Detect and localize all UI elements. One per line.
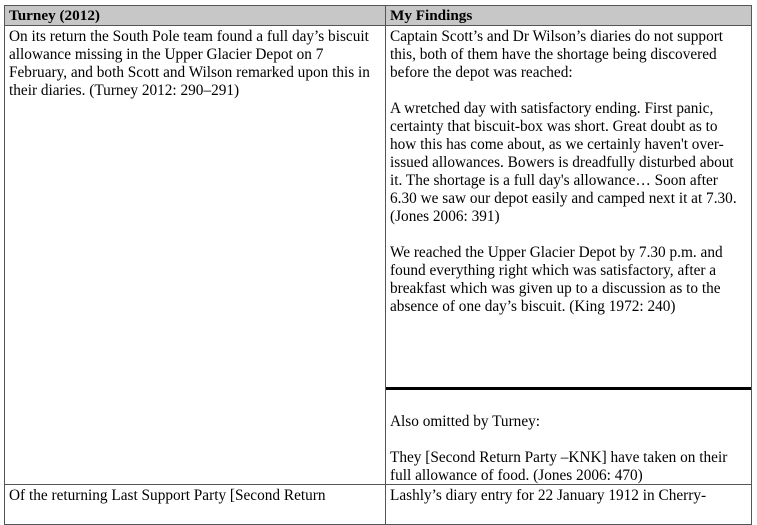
findings-next-text: Lashly’s diary entry for 22 January 1912 in Cherry- bbox=[390, 486, 707, 504]
omitted-quote: They [Second Return Party –KNK] have taken on their full allowance of food. (Jones 2006: 470) bbox=[390, 449, 728, 485]
section-divider bbox=[386, 387, 751, 390]
table-row bbox=[5, 484, 752, 524]
header-row bbox=[5, 6, 752, 26]
findings-cell-next bbox=[386, 484, 752, 524]
turney-next-text: Of the returning Last Support Party [Second Return bbox=[9, 486, 326, 504]
scott-diary-quote: A wretched day with satisfactory ending. First panic, certainty that biscuit-box was short. Great doubt as to how this has come about, as we certainly haven't over-issued allowances. Bowers is dreadfully disturbed about it. The shortage is a full day's allowance… Soon after 6.30 we saw our depot easily and camped next it at 7.30. (Jones 2006: 391) bbox=[390, 100, 737, 226]
findings-intro: Captain Scott’s and Dr Wilson’s diaries do not support this, both of them have the shortage being discovered before the depot was reached: bbox=[390, 28, 724, 82]
omitted-label: Also omitted by Turney: bbox=[390, 413, 541, 431]
table-row bbox=[5, 26, 752, 485]
header-my-findings: My Findings bbox=[386, 6, 752, 26]
turney-claim-text: On its return the South Pole team found a full day’s biscuit allowance missing in the Upper Glacier Depot on 7 February, and both Scott and Wilson remarked upon this in their diaries. (Turney 2012: 290–291) bbox=[9, 28, 370, 100]
comparison-table bbox=[4, 5, 752, 525]
wilson-diary-quote: We reached the Upper Glacier Depot by 7.30 p.m. and found everything right which was satisfactory, after a breakfast which was given up to a discussion as to the absence of one day’s biscuit. (King 1972: 240) bbox=[390, 244, 723, 316]
turney-cell bbox=[5, 26, 386, 485]
header-turney: Turney (2012) bbox=[5, 6, 386, 26]
turney-cell-next bbox=[5, 484, 386, 524]
findings-cell bbox=[386, 26, 752, 485]
